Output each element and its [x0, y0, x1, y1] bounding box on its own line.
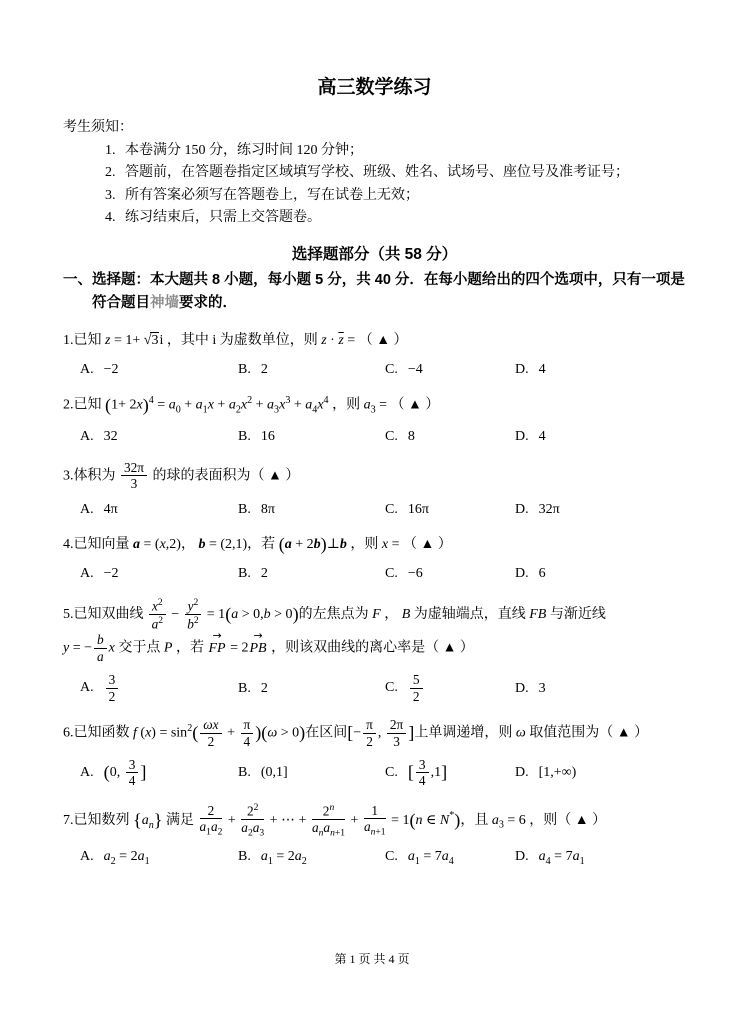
question-6-option-d: [515, 762, 686, 783]
option-label: D.: [515, 428, 529, 444]
option-value: $a_1 = 2a_2$: [260, 849, 307, 867]
question-6-options: [63, 757, 686, 789]
question-6-option-c: [385, 757, 515, 789]
option-value: [1,+∞): [538, 765, 577, 781]
option-value: −4: [407, 361, 423, 377]
option-value: 16: [260, 428, 275, 444]
option-label: A.: [80, 680, 94, 696]
option-value: 6: [538, 566, 546, 582]
question-7-option-b: [238, 846, 385, 869]
question-7-stem: 7.已知数列 $\{a_n\}$ 满足 $\frac{2}{a_1a_2}$ + $\frac{2^2}{a_2a_3}$ + ⋯ + 2$^n$ $a_na_{n+1}$ + $\frac{1}{a_{n+1}}$ = 1(n ∈ N*)，且 $a_3 = 6$ ，则（ ▲ ）: [63, 801, 607, 839]
question-3-option-b: [238, 499, 385, 520]
option-value: 32: [103, 428, 118, 444]
option-value: 4π: [103, 502, 118, 518]
question-5-option-c: [385, 672, 515, 704]
option-label: B.: [238, 428, 251, 444]
page-number: 第 1 页 共 4 页: [334, 952, 410, 966]
question-5-option-d: [515, 678, 686, 699]
question-5-option-b: [238, 678, 385, 699]
option-value: $\frac{5}{2}$: [408, 680, 425, 695]
option-label: B.: [238, 361, 251, 377]
option-label: A.: [80, 361, 94, 377]
notice-heading: 考生须知：: [63, 119, 133, 135]
option-value: 4: [538, 361, 546, 377]
option-value: 2: [260, 680, 268, 696]
option-label: C.: [385, 361, 398, 377]
option-value: [ $\frac{3}{4}$ ,1]: [407, 756, 448, 789]
option-label: C.: [385, 680, 398, 696]
section-instruction: 一、选择题：本大题共 8 小题，每小题 5 分，共 40 分．在每小题给出的四个选项中，只有一项是 符合题目神墙要求的．: [63, 272, 685, 312]
question-1-option-a: [80, 359, 238, 380]
option-label: D.: [515, 849, 529, 865]
option-value: $a_1 = 7a_4$: [407, 849, 454, 867]
question-6-option-a: [80, 757, 238, 789]
question-4: [63, 533, 686, 584]
option-value: (0,1]: [260, 765, 288, 781]
option-value: (0, $\frac{3}{4}$ ]: [103, 756, 147, 789]
question-7: [63, 802, 686, 869]
option-label: C.: [385, 566, 398, 582]
question-1-stem: 1.已知 z = 1+ √3i ，其中 i 为虚数单位，则 $z \cdot \overline{z}$ = （ ▲ ）: [63, 332, 408, 348]
question-2: [63, 393, 686, 447]
option-value: $a_2 = 2a_1$: [103, 849, 150, 867]
question-7-option-a: [80, 846, 238, 869]
option-label: D.: [515, 502, 529, 518]
option-label: B.: [238, 765, 251, 781]
option-value: 2: [260, 566, 268, 582]
question-4-stem: 4.已知向量 a = (x,2)， b = (2,1)，若 (a + 2b)⊥b ，则 x = （ ▲ ）: [63, 534, 452, 555]
question-6-stem: 6.已知函数 f $(x) = \sin^2$( $\frac{\omega x}{2}$ + $\frac{\pi}{4}$ )(ω > 0)在区间[− $\frac{\pi}{2}$ , $\frac{2\pi}{3}$ ]上单调递增，则 ω 取值范围为（ ▲ ）: [63, 717, 649, 749]
notice-item-3: 3. 所有答案必须写在答题卷上，写在试卷上无效；: [119, 185, 686, 206]
option-label: C.: [385, 849, 398, 865]
option-value: 8: [407, 428, 415, 444]
option-label: B.: [238, 849, 251, 865]
option-value: −2: [103, 361, 119, 377]
question-2-option-c: [385, 426, 515, 447]
question-3-stem: 3.体积为 $\frac{32\pi}{3}$ 的球的表面积为（ ▲ ）: [63, 459, 300, 492]
question-4-option-a: [80, 563, 238, 584]
question-4-option-b: [238, 563, 385, 584]
question-5-stem: 5.已知双曲线 $\frac{x^2}{a^2}$ − $\frac{y^2}{b^2}$ = 1(a > 0,b > 0)的左焦点为 F ， B 为虚轴端点，直线 FB 与渐近线 y = − $\frac{b}{a}$ x 交于点 P ，若 → FP = 2→ PB ，则该双曲线的离心率是（ ▲ ）: [63, 597, 686, 665]
option-label: B.: [238, 566, 251, 582]
option-label: A.: [80, 428, 94, 444]
question-5-option-a: [80, 672, 238, 704]
question-4-option-c: [385, 563, 515, 584]
option-value: $a_4 = 7a_1$: [538, 849, 585, 867]
question-3-option-c: [385, 499, 515, 520]
question-4-option-d: [515, 563, 686, 584]
option-label: A.: [80, 849, 94, 865]
question-1-option-c: [385, 359, 515, 380]
question-5: [63, 597, 686, 704]
option-label: D.: [515, 680, 529, 696]
question-1: [63, 329, 686, 380]
question-7-option-c: [385, 846, 515, 869]
question-7-option-d: [515, 846, 686, 869]
question-1-option-d: [515, 359, 686, 380]
option-label: D.: [515, 765, 529, 781]
question-2-option-a: [80, 426, 238, 447]
option-label: D.: [515, 361, 529, 377]
notice-section: [63, 117, 686, 229]
question-2-stem: 2.已知 $(1+ 2x)^4 = a_0 + a_1x + a_2x^2 + a_3x^3 + a_4x^4$ ，则 $a_3$ = （ ▲ ）: [63, 394, 440, 416]
notice-item-4: 4. 练习结束后，只需上交答题卷。: [119, 207, 686, 228]
question-3-options: [63, 499, 686, 520]
option-label: C.: [385, 765, 398, 781]
option-value: −6: [407, 566, 423, 582]
question-3-option-d: [515, 499, 686, 520]
option-label: C.: [385, 502, 398, 518]
question-2-option-b: [238, 426, 385, 447]
option-label: C.: [385, 428, 398, 444]
page-title: 高三数学练习: [317, 77, 432, 98]
option-value: 32π: [538, 502, 560, 518]
option-label: A.: [80, 765, 94, 781]
question-1-options: [63, 359, 686, 380]
question-1-option-b: [238, 359, 385, 380]
question-2-options: [63, 426, 686, 447]
question-4-options: [63, 563, 686, 584]
option-value: 4: [538, 428, 546, 444]
option-label: B.: [238, 502, 251, 518]
section-heading: 选择题部分（共 58 分）: [291, 246, 458, 263]
question-6: [63, 717, 686, 789]
option-value: 3: [538, 680, 546, 696]
question-3-option-a: [80, 499, 238, 520]
option-label: D.: [515, 566, 529, 582]
option-value: 8π: [260, 502, 275, 518]
option-value: 2: [260, 361, 268, 377]
question-2-option-d: [515, 426, 686, 447]
notice-item-1: 1. 本卷满分 150 分，练习时间 120 分钟；: [119, 140, 686, 161]
option-label: B.: [238, 680, 251, 696]
question-7-options: [63, 846, 686, 869]
notice-item-2: 2. 答题前，在答题卷指定区域填写学校、班级、姓名、试场号、座位号及准考证号；: [119, 162, 686, 183]
option-value: −2: [103, 566, 119, 582]
option-label: A.: [80, 502, 94, 518]
option-value: 16π: [407, 502, 429, 518]
question-5-options: [63, 672, 686, 704]
notice-list: [63, 140, 686, 229]
question-3: [63, 460, 686, 520]
question-6-option-b: [238, 762, 385, 783]
option-label: A.: [80, 566, 94, 582]
option-value: $\frac{3}{2}$: [104, 680, 121, 695]
